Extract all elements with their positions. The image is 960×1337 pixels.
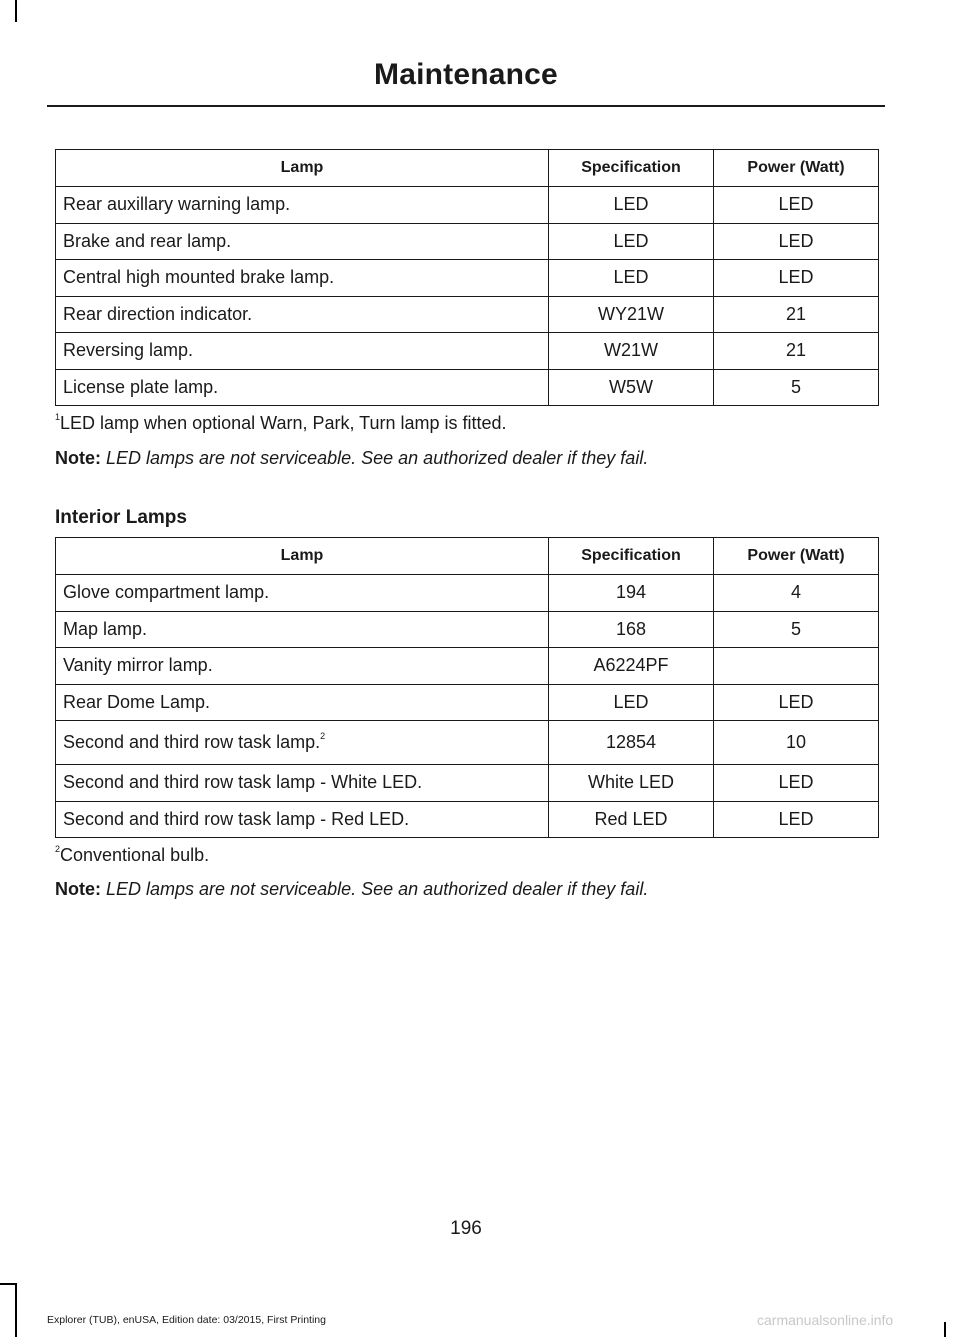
note-text: LED lamps are not serviceable. See an authorized dealer if they fail. [106, 448, 649, 468]
note-text: LED lamps are not serviceable. See an authorized dealer if they fail. [106, 879, 649, 899]
table-row [56, 684, 879, 721]
cell-power: 4 [714, 575, 879, 612]
footnote-ref: 2 [320, 731, 326, 741]
note-1 [55, 448, 648, 469]
cell-spec: LED [549, 260, 714, 297]
table-row [56, 801, 879, 838]
footnote-mark: 1 [55, 412, 61, 422]
cell-power [714, 648, 879, 685]
table-row [56, 260, 879, 297]
table-row [56, 369, 879, 406]
cell-lamp: Rear direction indicator. [56, 296, 549, 333]
cell-spec: WY21W [549, 296, 714, 333]
cell-power: LED [714, 684, 879, 721]
cell-power: 10 [714, 721, 879, 765]
cell-spec: LED [549, 223, 714, 260]
interior-lamps-table [55, 537, 879, 838]
cell-power: 21 [714, 296, 879, 333]
cell-lamp: Map lamp. [56, 611, 549, 648]
table-row [56, 721, 879, 765]
table-row [56, 575, 879, 612]
footnote-text: LED lamp when optional Warn, Park, Turn lamp is fitted. [60, 413, 507, 433]
table-header-row [56, 150, 879, 187]
cell-spec: A6224PF [549, 648, 714, 685]
note-label: Note: [55, 448, 101, 468]
cell-lamp: Second and third row task lamp - Red LED. [56, 801, 549, 838]
cell-lamp: Second and third row task lamp - White LED. [56, 765, 549, 802]
header-divider [47, 105, 885, 107]
table-row [56, 223, 879, 260]
table-row [56, 648, 879, 685]
page-title: Maintenance [374, 58, 558, 91]
cell-power: LED [714, 801, 879, 838]
page-number: 196 [450, 1218, 482, 1239]
section-heading-interior-lamps: Interior Lamps [55, 507, 187, 528]
cell-spec: White LED [549, 765, 714, 802]
table-row [56, 187, 879, 224]
crop-mark-top-left [15, 0, 17, 22]
note-2 [55, 879, 648, 900]
cell-lamp: Rear auxillary warning lamp. [56, 187, 549, 224]
exterior-lamps-table [55, 149, 879, 406]
cell-spec: 12854 [549, 721, 714, 765]
footnote-text: Conventional bulb. [60, 845, 210, 865]
footer-edition-info: Explorer (TUB), enUSA, Edition date: 03/2015, First Printing [47, 1314, 326, 1326]
cell-spec: W21W [549, 333, 714, 370]
cell-lamp-text: Second and third row task lamp. [63, 732, 321, 752]
table-header-row [56, 538, 879, 575]
table-row [56, 611, 879, 648]
cell-lamp: Vanity mirror lamp. [56, 648, 549, 685]
table-row [56, 333, 879, 370]
cell-lamp [56, 721, 549, 765]
cell-spec: 168 [549, 611, 714, 648]
cell-lamp: Reversing lamp. [56, 333, 549, 370]
crop-mark-bottom-right [944, 1322, 946, 1337]
table-row [56, 296, 879, 333]
column-header-specification: Specification [549, 538, 714, 575]
cell-power: 21 [714, 333, 879, 370]
cell-spec: LED [549, 187, 714, 224]
cell-lamp: Brake and rear lamp. [56, 223, 549, 260]
watermark: carmanualsonline.info [757, 1312, 894, 1328]
column-header-power: Power (Watt) [714, 538, 879, 575]
cell-lamp: Glove compartment lamp. [56, 575, 549, 612]
cell-lamp: License plate lamp. [56, 369, 549, 406]
footnote-1 [55, 413, 507, 434]
cell-power: LED [714, 223, 879, 260]
cell-power: LED [714, 187, 879, 224]
cell-power: LED [714, 260, 879, 297]
cell-power: 5 [714, 611, 879, 648]
footnote-2 [55, 845, 209, 866]
cell-spec: W5W [549, 369, 714, 406]
column-header-lamp: Lamp [56, 538, 549, 575]
cell-power: LED [714, 765, 879, 802]
table-row [56, 765, 879, 802]
note-label: Note: [55, 879, 101, 899]
footnote-mark: 2 [55, 844, 61, 854]
cell-spec: Red LED [549, 801, 714, 838]
cell-lamp: Central high mounted brake lamp. [56, 260, 549, 297]
column-header-lamp: Lamp [56, 150, 549, 187]
cell-power: 5 [714, 369, 879, 406]
crop-mark-bottom-left-h [0, 1283, 15, 1285]
cell-spec: LED [549, 684, 714, 721]
cell-spec: 194 [549, 575, 714, 612]
column-header-power: Power (Watt) [714, 150, 879, 187]
crop-mark-bottom-left [15, 1283, 17, 1337]
column-header-specification: Specification [549, 150, 714, 187]
cell-lamp: Rear Dome Lamp. [56, 684, 549, 721]
